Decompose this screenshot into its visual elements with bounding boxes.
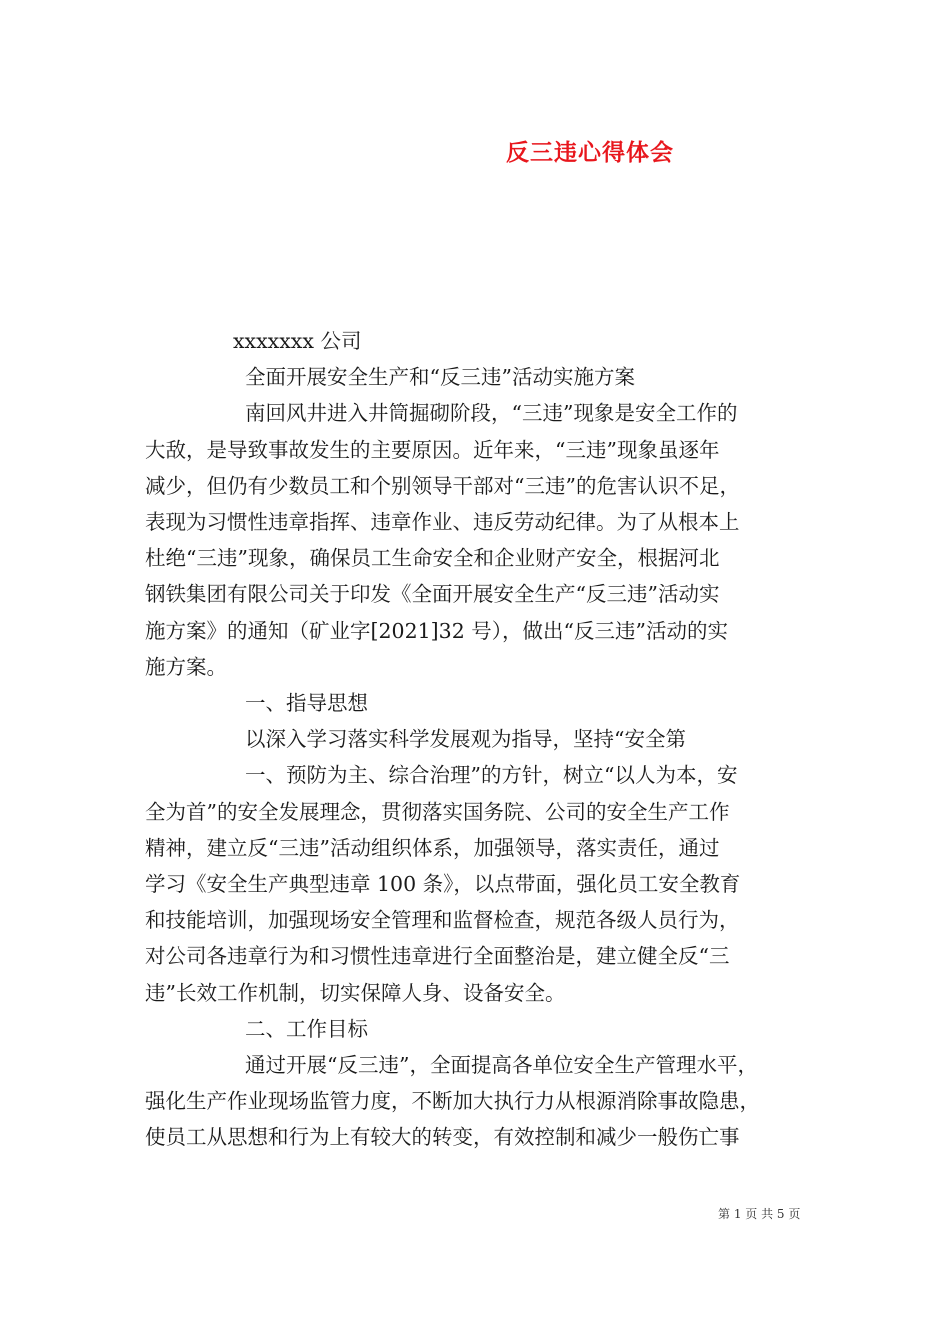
paragraph-line: 违”长效工作机制，切实保障人身、设备安全。 bbox=[145, 980, 566, 1005]
paragraph-line: 施方案》的通知（矿业字[2021]32 号），做出“反三违”活动的实 bbox=[145, 618, 728, 643]
paragraph-line: 强化生产作业现场监管力度，不断加大执行力从根源消除事故隐患， bbox=[145, 1089, 760, 1114]
section-heading: 二、工作目标 bbox=[245, 1016, 368, 1041]
paragraph-line: 以深入学习落实科学发展观为指导，坚持“安全第 bbox=[245, 727, 686, 752]
paragraph-line: 和技能培训，加强现场安全管理和监督检查，规范各级人员行为， bbox=[145, 908, 740, 933]
paragraph-line: 施方案。 bbox=[145, 654, 227, 679]
paragraph-line: 对公司各违章行为和习惯性违章进行全面整治是，建立健全反“三 bbox=[145, 944, 730, 969]
paragraph-line: 大敌，是导致事故发生的主要原因。近年来，“三违”现象虽逐年 bbox=[145, 437, 720, 462]
plan-title-line: 全面开展安全生产和“反三违”活动实施方案 bbox=[245, 365, 635, 390]
paragraph-line: 全为首”的安全发展理念，贯彻落实国务院、公司的安全生产工作 bbox=[145, 799, 730, 824]
page-number: 第 1 页 共 5 页 bbox=[718, 1207, 801, 1221]
paragraph-line: 通过开展“反三违”，全面提高各单位安全生产管理水平， bbox=[245, 1053, 758, 1078]
paragraph-line: 南回风井进入井筒掘砌阶段，“三违”现象是安全工作的 bbox=[245, 401, 738, 426]
document-title: 反三违心得体会 bbox=[506, 140, 674, 166]
paragraph-line: 一、预防为主、综合治理”的方针，树立“以人为本，安 bbox=[245, 763, 738, 788]
paragraph-line: 表现为习惯性违章指挥、违章作业、违反劳动纪律。为了从根本上 bbox=[145, 510, 740, 535]
paragraph-line: 杜绝“三违”现象，确保员工生命安全和企业财产安全，根据河北 bbox=[145, 546, 720, 571]
section-heading: 一、指导思想 bbox=[245, 691, 368, 716]
paragraph-line: 使员工从思想和行为上有较大的转变，有效控制和减少一般伤亡事 bbox=[145, 1125, 740, 1150]
company-line: xxxxxxx 公司 bbox=[233, 329, 362, 353]
paragraph-line: 学习《安全生产典型违章 100 条》，以点带面，强化员工安全教育 bbox=[145, 872, 741, 897]
paragraph-line: 减少，但仍有少数员工和个别领导干部对“三违”的危害认识不足， bbox=[145, 473, 740, 498]
paragraph-line: 钢铁集团有限公司关于印发《全面开展安全生产“反三违”活动实 bbox=[145, 582, 720, 607]
paragraph-line: 精神，建立反“三违”活动组织体系，加强领导，落实责任，通过 bbox=[145, 835, 720, 860]
document-body bbox=[145, 323, 805, 1156]
